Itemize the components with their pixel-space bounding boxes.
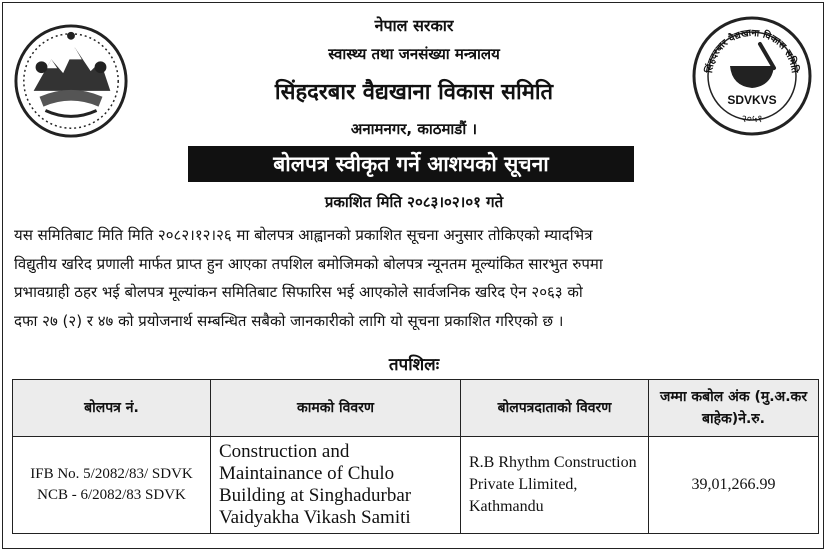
header-bid-number: बोलपत्र नं. [13, 380, 211, 437]
cell-amount: 39,01,266.99 [649, 437, 819, 534]
government-name: नेपाल सरकार [374, 16, 454, 35]
notice-body [14, 221, 814, 335]
notice-body-line: यस समितिबाट मिति मिति २०८२।१२।२६ मा बोलपत्र आह्वानको प्रकाशित सूचना अनुसार तोकिएको म्यादभित्र [14, 226, 593, 244]
notice-body-line: प्रभावग्राही ठहर भई बोलपत्र मूल्यांकन समितिबाट सिफारिस भई आएकोले सार्वजनिक खरिद ऐन २०६३ को [14, 283, 583, 301]
svg-text:SDVKVS: SDVKVS [727, 93, 777, 107]
header-total-bid-amount: जम्मा कबोल अंक (मु.अ.कर बाहेक)ने.रु. [649, 380, 819, 437]
cell-bidder: R.B Rhythm Construction Private Llimited, Kathmandu [461, 437, 649, 534]
notice-title: बोलपत्र स्वीकृत गर्ने आशयको सूचना [188, 146, 634, 182]
cell-bid-number: IFB No. 5/2082/83/ SDVK NCB - 6/2082/83 SDVK [13, 437, 211, 534]
cell-work-description: Construction and Maintainance of Chulo Building at Singhadurbar Vaidyakha Vikash Samiti [211, 437, 461, 534]
office-address: अनामनगर, काठमाडौं । [350, 120, 478, 138]
ministry-name: स्वास्थ्य तथा जनसंख्या मन्त्रालय [328, 45, 500, 63]
notice-body-line: दफा २७ (२) र ४७ को प्रयोजनार्थ सम्बन्धित सबैको जानकारीको लागि यो सूचना प्रकाशित गरिएको छ । [14, 311, 564, 330]
committee-name: सिंहदरबार वैद्यखाना विकास समिति [274, 80, 554, 105]
header-work-description: कामको विवरण [211, 380, 461, 437]
bid-details-table [12, 379, 819, 534]
notice-body-line: विद्युतीय खरिद प्रणाली मार्फत प्राप्त हुन आएका तपशिल बमोजिमको बोलपत्र न्यूनतम मूल्यांकित सारभुत रुपमा [14, 254, 603, 273]
svg-text:सिंहदरबार वैद्यखाना विकास समित: सिंहदरबार वैद्यखाना विकास समिति [703, 27, 801, 74]
header-bidder-details: बोलपत्रदाताको विवरण [461, 380, 649, 437]
svg-text:२०५१: २०५१ [741, 114, 763, 125]
published-date: प्रकाशित मिति २०८३।०२।०१ गते [324, 193, 504, 211]
table-row [13, 437, 819, 534]
table-header-row [13, 380, 819, 437]
details-heading: तपशिलः [388, 355, 440, 375]
